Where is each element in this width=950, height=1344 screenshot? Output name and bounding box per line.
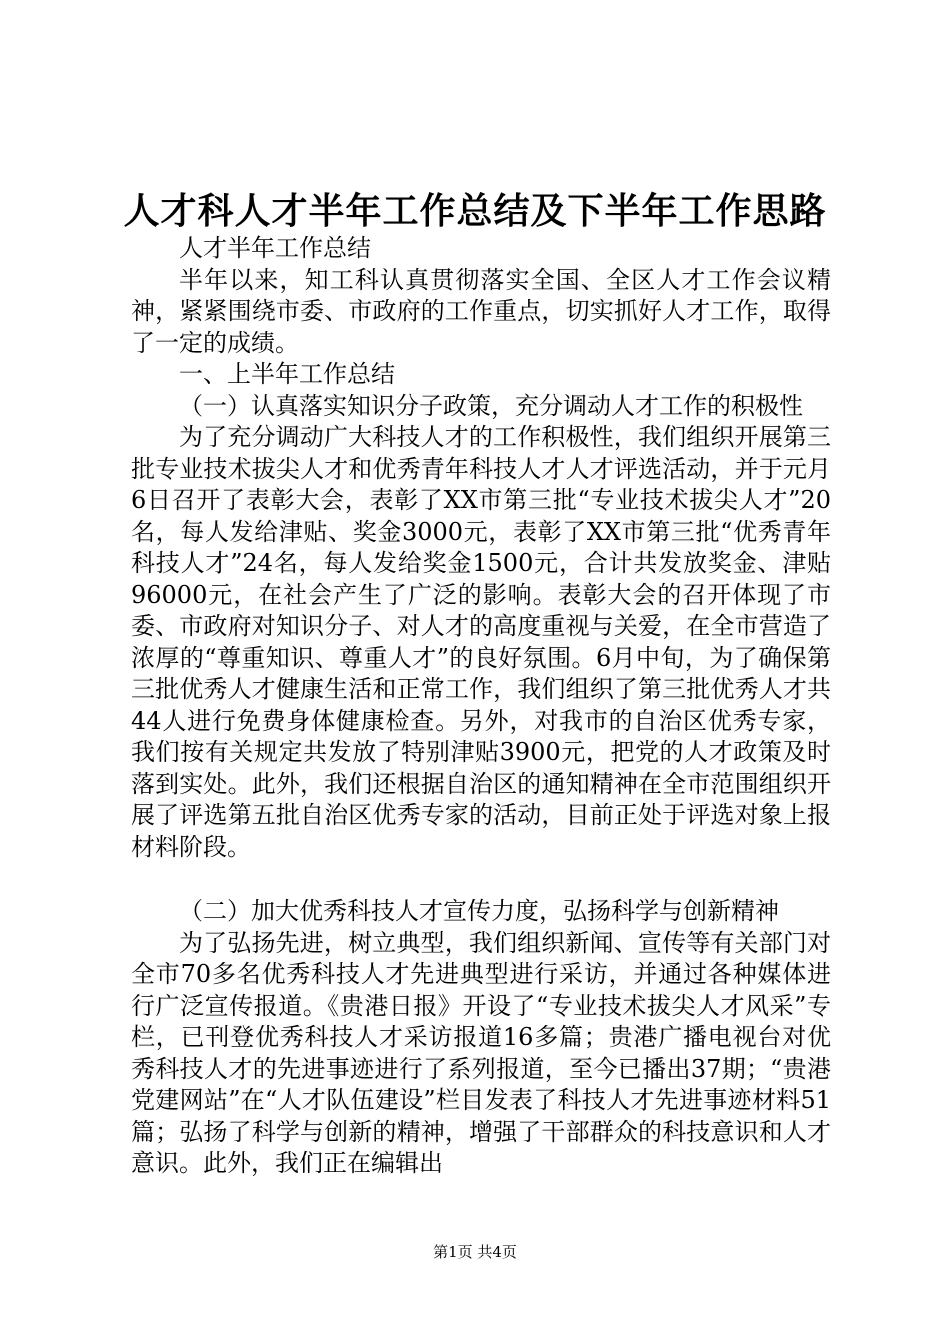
document-title: 人才科人才半年工作总结及下半年工作思路	[123, 190, 827, 232]
page-footer: 第1页 共4页	[433, 1243, 517, 1261]
subsection-heading-1: （一）认真落实知识分子政策，充分调动人才工作的积极性	[179, 391, 803, 420]
document-body	[131, 233, 831, 1180]
paragraph-spacer	[131, 863, 831, 896]
intro-paragraph: 半年以来，知工科认真贯彻落实全国、全区人才工作会议精神，紧紧围绕市委、市政府的工作重点，切实抓好人才工作，取得了一定的成绩。	[131, 265, 831, 357]
body-paragraph-1: 为了充分调动广大科技人才的工作积极性，我们组织开展第三批专业技术拔尖人才和优秀青年科技人才人才评选活动，并于元月6日召开了表彰大会，表彰了XX市第三批“专业技术拔尖人才”20名，每人发给津贴、奖金3000元，表彰了XX市第三批“优秀青年科技人才”24名，每人发给奖金1500元，合计共发放奖金、津贴96000元，在社会产生了广泛的影响。表彰大会的召开体现了市委、市政府对知识分子、对人才的高度重视与关爱，在全市营造了浓厚的“尊重知识、尊重人才”的良好氛围。6月中旬，为了确保第三批优秀人才健康生活和正常工作，我们组织了第三批优秀人才共44人进行免费身体健康检查。另外，对我市的自治区优秀专家，我们按有关规定共发放了特别津贴3900元，把党的人才政策及时落到实处。此外，我们还根据自治区的通知精神在全市范围组织开展了评选第五批自治区优秀专家的活动，目前正处于评选对象上报材料阶段。	[131, 423, 831, 861]
section-heading-summary: 人才半年工作总结	[179, 234, 371, 262]
section-heading-first-half: 一、上半年工作总结	[179, 360, 395, 388]
subsection-heading-2: （二）加大优秀科技人才宣传力度，弘扬科学与创新精神	[179, 897, 779, 925]
body-paragraph-2: 为了弘扬先进，树立典型，我们组织新闻、宣传等有关部门对全市70多名优秀科技人才先进典型进行采访，并通过各种媒体进行广泛宣传报道。《贵港日报》开设了“专业技术拔尖人才风采”专栏，已刊登优秀科技人才采访报道16多篇；贵港广播电视台对优秀科技人才的先进事迹进行了系列报道，至今已播出37期；“贵港党建网站”在“人才队伍建设”栏目发表了科技人才先进事迹材料51篇；弘扬了科学与创新的精神，增强了干部群众的科技意识和人才意识。此外，我们正在编辑出	[131, 928, 831, 1177]
